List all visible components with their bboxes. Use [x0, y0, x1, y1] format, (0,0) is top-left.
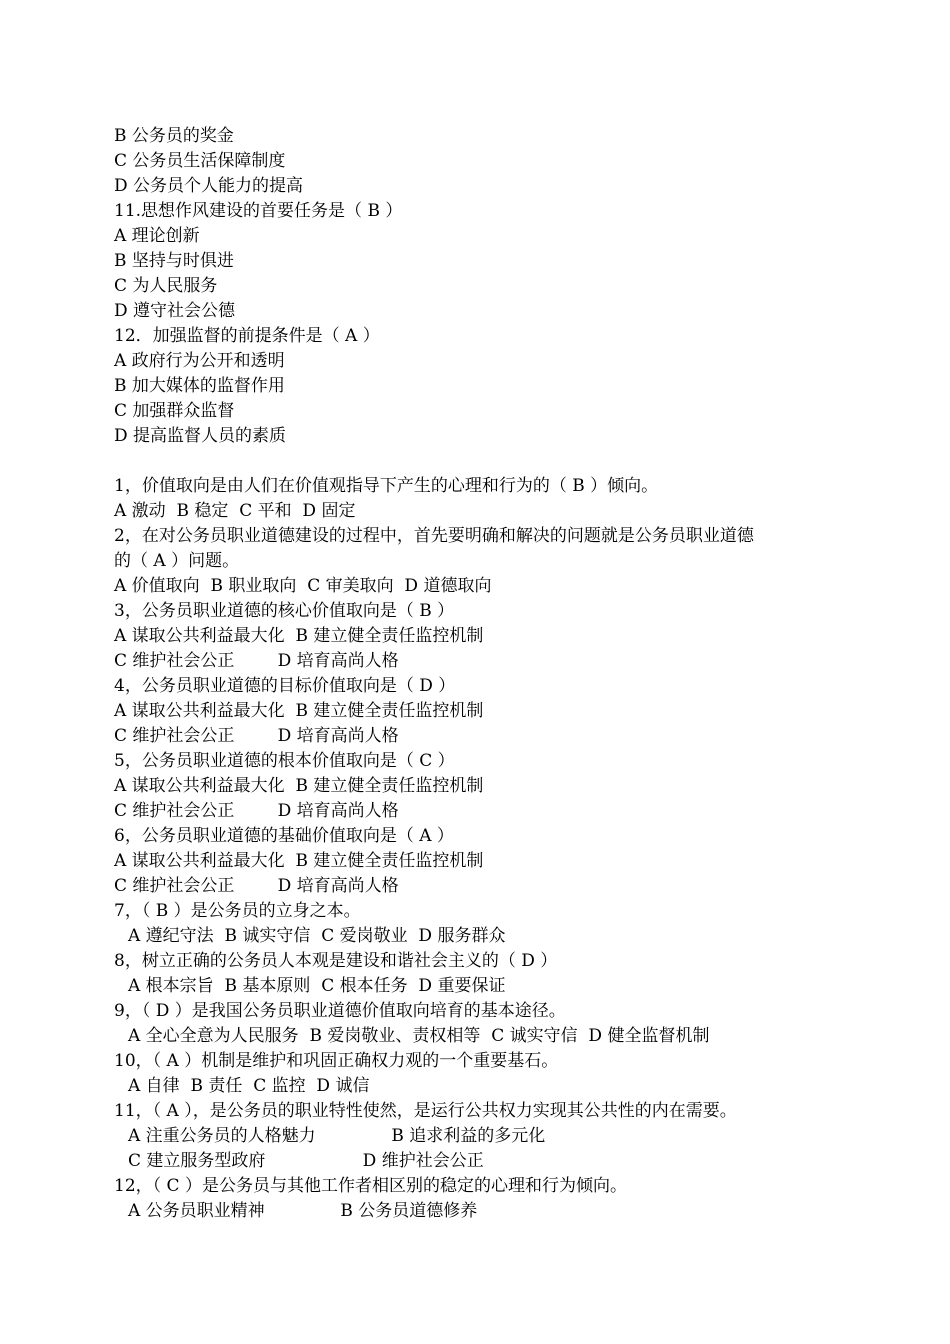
question-line: 12．加强监督的前提条件是（ A ）: [114, 326, 380, 346]
question-line: 8，树立正确的公务员人本观是建设和谐社会主义的（ D ）: [114, 951, 558, 971]
option-line: A 谋取公共利益最大化 B 建立健全责任监控机制: [114, 701, 484, 721]
option-line: A 理论创新: [114, 226, 200, 246]
option-line: A 根本宗旨 B 基本原则 C 根本任务 D 重要保证: [128, 976, 506, 996]
question-line-continued: 的（ A ）问题。: [114, 551, 240, 571]
question-line: 11.思想作风建设的首要任务是（ B ）: [114, 201, 403, 221]
option-line: A 全心全意为人民服务 B 爱岗敬业、责权相等 C 诚实守信 D 健全监督机制: [128, 1026, 710, 1046]
option-line: A 谋取公共利益最大化 B 建立健全责任监控机制: [114, 851, 484, 871]
question-line: 4，公务员职业道德的目标价值取向是（ D ）: [114, 676, 456, 696]
question-line: 12，（ C ）是公务员与其他工作者相区别的稳定的心理和行为倾向。: [114, 1176, 627, 1196]
question-line: 5，公务员职业道德的根本价值取向是（ C ）: [114, 751, 455, 771]
question-line: 7，（ B ）是公务员的立身之本。: [114, 901, 361, 921]
option-line: A 价值取向 B 职业取向 C 审美取向 D 道德取向: [114, 576, 492, 596]
option-line: A 谋取公共利益最大化 B 建立健全责任监控机制: [114, 626, 484, 646]
option-line: D 公务员个人能力的提高: [114, 176, 304, 196]
option-line: C 公务员生活保障制度: [114, 151, 286, 171]
option-line: A 公务员职业精神 B 公务员道德修养: [128, 1201, 478, 1221]
option-line: A 谋取公共利益最大化 B 建立健全责任监控机制: [114, 776, 484, 796]
option-line: A 政府行为公开和透明: [114, 351, 285, 371]
option-line: D 提高监督人员的素质: [114, 426, 287, 446]
question-line: 10，（ A ）机制是维护和巩固正确权力观的一个重要基石。: [114, 1051, 559, 1071]
option-line: A 遵纪守法 B 诚实守信 C 爱岗敬业 D 服务群众: [128, 926, 506, 946]
blank-line: [114, 449, 844, 474]
document-body: [114, 124, 844, 1224]
option-line: C 维护社会公正 D 培育高尚人格: [114, 726, 399, 746]
question-line: 3，公务员职业道德的核心价值取向是（ B ）: [114, 601, 455, 621]
question-line: 6，公务员职业道德的基础价值取向是（ A ）: [114, 826, 454, 846]
option-line: A 自律 B 责任 C 监控 D 诚信: [128, 1076, 370, 1096]
question-line: 11，（ A ），是公务员的职业特性使然，是运行公共权力实现其公共性的内在需要。: [114, 1101, 737, 1121]
question-line: 1，价值取向是由人们在价值观指导下产生的心理和行为的（ B ）倾向。: [114, 476, 659, 496]
question-line: 2，在对公务员职业道德建设的过程中，首先要明确和解决的问题就是公务员职业道德: [114, 526, 754, 546]
option-line: C 为人民服务: [114, 276, 218, 296]
option-line: B 坚持与时俱进: [114, 251, 234, 271]
option-line: A 激动 B 稳定 C 平和 D 固定: [114, 501, 356, 521]
option-line: D 遵守社会公德: [114, 301, 236, 321]
question-line: 9，（ D ）是我国公务员职业道德价值取向培育的基本途径。: [114, 1001, 566, 1021]
option-line: C 建立服务型政府 D 维护社会公正: [128, 1151, 484, 1171]
option-line: B 加大媒体的监督作用: [114, 376, 285, 396]
option-line: A 注重公务员的人格魅力 B 追求利益的多元化: [128, 1126, 546, 1146]
option-line: C 维护社会公正 D 培育高尚人格: [114, 876, 399, 896]
option-line: B 公务员的奖金: [114, 126, 234, 146]
option-line: C 维护社会公正 D 培育高尚人格: [114, 651, 399, 671]
option-line: C 维护社会公正 D 培育高尚人格: [114, 801, 399, 821]
option-line: C 加强群众监督: [114, 401, 235, 421]
